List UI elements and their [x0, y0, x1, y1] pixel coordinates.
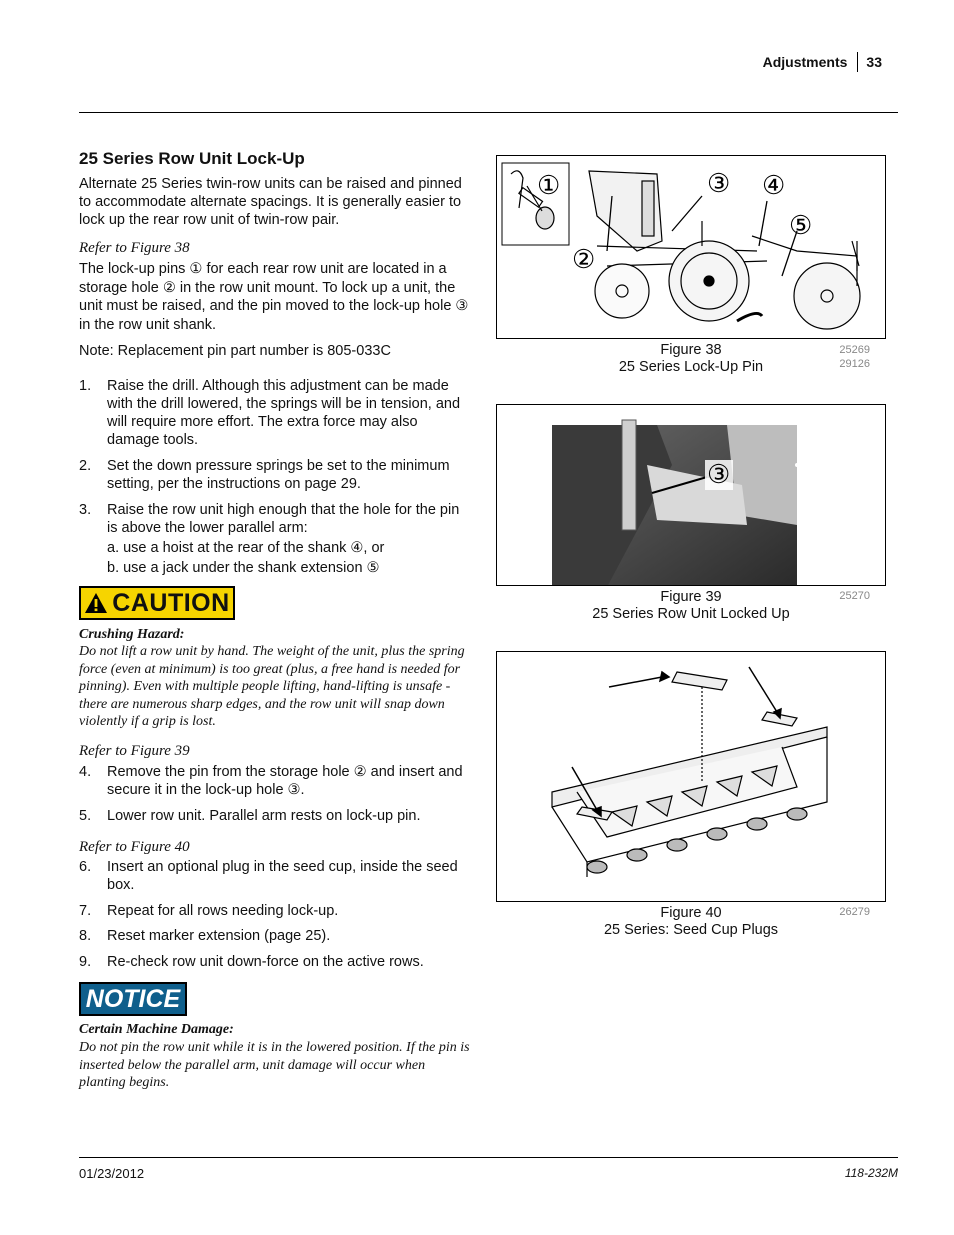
- warning-triangle-icon: [84, 592, 108, 614]
- caution-title: Crushing Hazard:: [79, 627, 185, 642]
- step-text: Remove the pin from the storage hole ② and insert and secure it in the lock-up hole ③.: [107, 764, 463, 798]
- list-item: [79, 457, 471, 493]
- notice-banner: [79, 982, 187, 1016]
- section-title: 25 Series Row Unit Lock-Up: [79, 149, 305, 168]
- steps-list-c: [79, 858, 471, 971]
- step-text: Set the down pressure springs be set to the minimum setting, per the instructions on page 29.: [107, 458, 450, 492]
- step-number: 8.: [79, 928, 92, 944]
- list-item: [79, 953, 471, 971]
- caution-label: CAUTION: [112, 588, 230, 617]
- section-title-block: [79, 150, 471, 168]
- locked-up-photo: [497, 405, 886, 586]
- figure-38-id-1: 25269: [839, 344, 870, 356]
- step-number: 4.: [79, 764, 92, 780]
- callout-3: ③: [707, 168, 731, 198]
- step-number: 1.: [79, 378, 92, 394]
- intro-text: Alternate 25 Series twin-row units can be raised and pinned to accommodate alternate spacings. It is generally easier to lock up the rear row unit of twin-row pair.: [79, 176, 462, 228]
- list-item: [79, 807, 471, 825]
- caution-text: Do not lift a row unit by hand. The weight of the unit, plus the spring force (even at minimum) is too great (plus, a free hand is needed for pinning). Even with multiple people lifting, hand-lifting is unsafe - there are numerous sharp edges, and the row unit will snap down violently if a grip is lost.: [79, 644, 465, 729]
- list-item: [79, 501, 471, 537]
- figure-40-number: Figure 40: [660, 905, 722, 921]
- ref-fig38: Refer to Figure 38: [79, 240, 190, 256]
- step-text: Re-check row unit down-force on the active rows.: [107, 954, 424, 970]
- ref-fig40-block: [79, 838, 471, 856]
- callout-5: ⑤: [789, 210, 813, 240]
- ref-fig39-block: [79, 742, 471, 760]
- caution-body: [79, 643, 471, 731]
- step-number: 7.: [79, 903, 92, 919]
- ref-fig38-block: [79, 239, 471, 257]
- step-number: 6.: [79, 859, 92, 875]
- header-rule: [79, 112, 898, 113]
- step-text: Reset marker extension (page 25).: [107, 928, 331, 944]
- steps-list-b: [79, 763, 471, 825]
- caution-banner: [79, 586, 235, 620]
- figure-38-id-2: 29126: [839, 358, 870, 370]
- seed-cup-plugs-drawing: [497, 652, 886, 902]
- seed-box: [552, 672, 827, 877]
- note-block: [79, 342, 471, 360]
- notice-title: Certain Machine Damage:: [79, 1022, 234, 1037]
- lockup-text: The lock-up pins ① for each rear row unit are located in a storage hole ② in the row unit mount. To lock up a unit, the unit must be raised, and the pin moved to the lock-up hole ③ in the row unit shank.: [79, 261, 469, 333]
- notice-label: NOTICE: [85, 984, 181, 1013]
- figure-40-title: 25 Series: Seed Cup Plugs: [603, 922, 779, 938]
- sub-step-b: b. use a jack under the shank extension ⑤: [107, 560, 380, 576]
- step-text: Insert an optional plug in the seed cup, inside the seed box.: [107, 859, 458, 893]
- page-header: [763, 52, 882, 72]
- step-number: 9.: [79, 954, 92, 970]
- step-text: Raise the row unit high enough that the hole for the pin is above the lower parallel arm:: [107, 502, 460, 536]
- notice-text: Do not pin the row unit while it is in the lowered position. If the pin is inserted below the parallel arm, unit damage will occur when planting begins.: [79, 1040, 470, 1090]
- callout-3-fig39: ③: [707, 459, 731, 489]
- step-text: Repeat for all rows needing lock-up.: [107, 903, 339, 919]
- callout-4: ④: [762, 170, 786, 200]
- figure-38-number: Figure 38: [660, 342, 722, 358]
- ref-fig40: Refer to Figure 40: [79, 839, 190, 855]
- figure-39-id: 25270: [839, 590, 870, 602]
- callout-2: ②: [572, 244, 596, 274]
- page-number: 33: [866, 54, 882, 70]
- steps-list-a: [79, 377, 471, 577]
- footer-rule: [79, 1157, 898, 1158]
- figure-38-ids: [820, 343, 870, 371]
- figure-38-image: [496, 155, 886, 339]
- list-item: [79, 763, 471, 799]
- sub-steps: [79, 539, 471, 577]
- list-item: [79, 377, 471, 449]
- sub-step-a: a. use a hoist at the rear of the shank ④, or: [107, 540, 385, 556]
- callout-1: ①: [537, 170, 561, 200]
- caution-title-block: [79, 626, 471, 644]
- row-unit-lockup-drawing: [497, 156, 886, 339]
- step-text: Raise the drill. Although this adjustment can be made with the drill lowered, the springs will be in tension, and will require more effort. The extra force may also damage tools.: [107, 378, 461, 448]
- figure-39-number: Figure 39: [660, 589, 722, 605]
- footer-doc-number: 118-232M: [844, 1166, 898, 1180]
- section-name: Adjustments: [762, 54, 848, 70]
- lockup-paragraph: [79, 260, 471, 334]
- figure-40-id: 26279: [839, 906, 870, 918]
- list-item: [79, 927, 471, 945]
- notice-body: [79, 1039, 471, 1092]
- figure-39-image: [496, 404, 886, 586]
- intro-paragraph: [79, 175, 471, 229]
- figure-40-image: [496, 651, 886, 902]
- ref-fig39: Refer to Figure 39: [79, 743, 190, 759]
- header-divider: [857, 52, 858, 72]
- figure-39-title: 25 Series Row Unit Locked Up: [592, 606, 790, 622]
- footer-date: 01/23/2012: [79, 1166, 145, 1181]
- list-item: [79, 858, 471, 894]
- step-number: 3.: [79, 502, 92, 518]
- notice-title-block: [79, 1021, 471, 1039]
- figure-38-title: 25 Series Lock-Up Pin: [618, 359, 764, 375]
- step-number: 2.: [79, 458, 92, 474]
- list-item: [79, 902, 471, 920]
- step-text: Lower row unit. Parallel arm rests on lock-up pin.: [107, 808, 421, 824]
- note-text: Note: Replacement pin part number is 805-033C: [79, 343, 391, 359]
- step-number: 5.: [79, 808, 92, 824]
